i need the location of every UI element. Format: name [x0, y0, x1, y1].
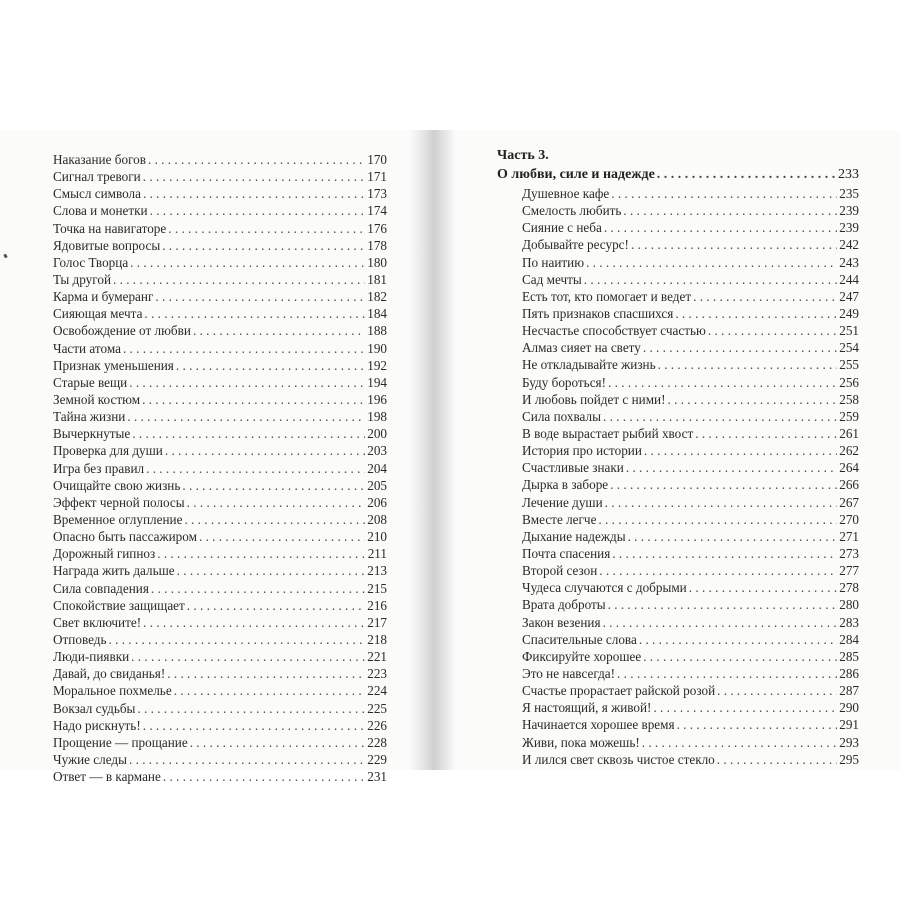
toc-entry [53, 665, 387, 682]
toc-entry [522, 236, 859, 253]
leader-dots [193, 322, 365, 339]
leader-dots [653, 699, 837, 716]
toc-entry-title: Тайна жизни [53, 409, 126, 425]
toc-entry [522, 734, 859, 751]
leader-dots [626, 459, 837, 476]
toc-entry-page: 208 [367, 511, 387, 527]
toc-entry [522, 425, 859, 442]
toc-entry [53, 442, 387, 459]
toc-entry-title: Вместе легче [522, 511, 597, 527]
leader-dots [143, 168, 365, 185]
leader-dots [127, 408, 365, 425]
toc-entry-title: Ты другой [53, 271, 112, 287]
toc-entry [53, 322, 387, 339]
toc-entry-title: Алмаз сияет на свету [522, 340, 641, 356]
toc-entry-page: 225 [367, 700, 387, 716]
toc-entry-title: Добывайте ресурс! [522, 237, 629, 253]
leader-dots [677, 716, 838, 733]
toc-entry-page: 242 [839, 237, 859, 253]
toc-entry-page: 261 [839, 425, 859, 441]
leader-dots [642, 734, 837, 751]
toc-entry [53, 528, 387, 545]
part-label: Часть 3. [497, 148, 549, 163]
toc-entry-page: 180 [367, 254, 387, 270]
toc-entry-title: История про истории [522, 443, 642, 459]
toc-entry-page: 229 [367, 751, 387, 767]
leader-dots [132, 425, 365, 442]
toc-entry [53, 357, 387, 374]
leader-dots [174, 682, 366, 699]
toc-entry [53, 562, 387, 579]
leader-dots [610, 476, 837, 493]
toc-entry-title: Буду бороться! [522, 374, 607, 390]
leader-dots [584, 271, 837, 288]
toc-entry-title: Врата доброты [522, 597, 606, 613]
toc-entry-page: 217 [367, 614, 387, 630]
toc-entry [522, 442, 859, 459]
toc-entry-page: 283 [839, 614, 859, 630]
toc-entry [53, 597, 387, 614]
toc-entry-page: 249 [839, 305, 859, 321]
leader-dots [129, 751, 365, 768]
toc-entry-page: 218 [367, 631, 387, 647]
toc-entry-title: Не откладывайте жизнь [522, 357, 656, 373]
leader-dots [644, 442, 837, 459]
leader-dots [163, 768, 365, 785]
toc-entry-page: 170 [367, 152, 387, 167]
toc-entry [522, 511, 859, 528]
leader-dots [151, 580, 365, 597]
toc-entry-page: 211 [367, 546, 387, 562]
toc-entry [53, 631, 387, 648]
leader-dots [717, 682, 837, 699]
toc-entry-page: 271 [839, 528, 859, 544]
toc-entry-title: Старые вещи [53, 374, 128, 390]
leader-dots [658, 356, 838, 373]
toc-entry [53, 700, 387, 717]
leader-dots [137, 700, 365, 717]
leader-dots [657, 165, 836, 184]
toc-entry [53, 254, 387, 271]
toc-entry-page: 277 [839, 563, 859, 579]
toc-entry-page: 221 [367, 649, 387, 665]
toc-entry-page: 293 [839, 734, 859, 750]
toc-entry-page: 267 [839, 494, 859, 510]
toc-entry-page: 284 [839, 631, 859, 647]
toc-entry-page: 226 [367, 717, 387, 733]
toc-entry-title: Есть тот, кто помогает и ведет [522, 288, 692, 304]
toc-entry-title: Чужие следы [53, 751, 127, 767]
leader-dots [130, 254, 365, 271]
toc-entry-page: 192 [367, 357, 387, 373]
left-page-toc [53, 151, 387, 785]
toc-entry [53, 271, 387, 288]
toc-entry-page: 243 [839, 254, 859, 270]
part-page-number: 233 [838, 167, 859, 182]
toc-entry [522, 665, 859, 682]
toc-entry [53, 237, 387, 254]
toc-entry-page: 223 [367, 666, 387, 682]
book-gutter [410, 130, 454, 770]
toc-entry-page: 266 [839, 477, 859, 493]
toc-entry [522, 682, 859, 699]
leader-dots [146, 460, 365, 477]
toc-entry [522, 596, 859, 613]
leader-dots [199, 528, 365, 545]
toc-entry [522, 288, 859, 305]
toc-entry [522, 614, 859, 631]
toc-entry-title: Сила похвалы [522, 408, 601, 424]
toc-entry [53, 374, 387, 391]
toc-entry-title: Точка на навигаторе [53, 220, 167, 236]
leader-dots [187, 494, 366, 511]
toc-entry-title: Игра без правил [53, 460, 145, 476]
toc-entry-title: Люди-пиявки [53, 649, 130, 665]
toc-entry-page: 247 [839, 288, 859, 304]
leader-dots [603, 614, 838, 631]
leader-dots [675, 305, 837, 322]
toc-entry-page: 173 [367, 186, 387, 202]
leader-dots [165, 442, 365, 459]
leader-dots [184, 511, 365, 528]
toc-entry-title: Несчастье способствует счастью [522, 323, 706, 339]
toc-entry [53, 614, 387, 631]
toc-entry-page: 204 [367, 460, 387, 476]
toc-entry-title: Живи, пока можешь! [522, 734, 640, 750]
leader-dots [176, 357, 365, 374]
toc-entry-title: Освобождение от любви [53, 323, 191, 339]
leader-dots [109, 631, 366, 648]
leader-dots [143, 185, 365, 202]
leader-dots [643, 648, 837, 665]
toc-entry-title: Давай, до свиданья! [53, 666, 166, 682]
leader-dots [611, 185, 837, 202]
leader-dots [604, 219, 837, 236]
toc-entry-page: 203 [367, 443, 387, 459]
toc-entry [522, 185, 859, 202]
leader-dots [187, 597, 365, 614]
toc-entry-page: 278 [839, 580, 859, 596]
toc-entry-page: 178 [367, 237, 387, 253]
toc-entry [522, 631, 859, 648]
toc-entry-page: 254 [839, 340, 859, 356]
toc-entry-page: 174 [367, 203, 387, 219]
toc-entry [53, 717, 387, 734]
leader-dots [129, 374, 365, 391]
toc-entry-page: 256 [839, 374, 859, 390]
toc-entry-page: 196 [367, 391, 387, 407]
toc-entry [522, 562, 859, 579]
toc-entry-title: В воде вырастает рыбий хвост [522, 425, 694, 441]
toc-entry [53, 408, 387, 425]
toc-entry-title: Опасно быть пассажиром [53, 529, 197, 545]
toc-entry-page: 216 [367, 597, 387, 613]
toc-entry [522, 408, 859, 425]
leader-dots [144, 305, 365, 322]
toc-entry [522, 751, 859, 768]
leader-dots [631, 236, 837, 253]
toc-entry-page: 258 [839, 391, 859, 407]
toc-entry [53, 340, 387, 357]
toc-entry [522, 305, 859, 322]
leader-dots [693, 288, 837, 305]
toc-entry-title: Ядовитые вопросы [53, 237, 161, 253]
toc-entry-page: 200 [367, 426, 387, 442]
toc-entry-page: 210 [367, 529, 387, 545]
toc-entry-page: 239 [839, 203, 859, 219]
toc-entry-title: Сияние с неба [522, 220, 602, 236]
toc-entry-page: 259 [839, 408, 859, 424]
toc-entry-page: 273 [839, 545, 859, 561]
toc-entry-page: 171 [367, 169, 387, 185]
toc-entry [522, 391, 859, 408]
toc-entry-title: Надо рискнуть! [53, 717, 141, 733]
toc-entry-page: 264 [839, 460, 859, 476]
leader-dots [605, 494, 838, 511]
toc-entry-title: Сила совпадения [53, 580, 149, 596]
toc-entry [53, 477, 387, 494]
toc-entry-page: 231 [367, 769, 387, 785]
part-title-entry [497, 165, 859, 184]
toc-entry-page: 198 [367, 409, 387, 425]
leader-dots [131, 648, 365, 665]
toc-entry [522, 494, 859, 511]
toc-entry-title: Начинается хорошее время [522, 717, 675, 733]
toc-entry-title: Прощение — прощание [53, 734, 188, 750]
leader-dots [142, 391, 365, 408]
toc-entry-title: Ответ — в кармане [53, 769, 161, 785]
toc-entry [53, 391, 387, 408]
toc-entry-title: Голос Творца [53, 254, 129, 270]
toc-entry [522, 374, 859, 391]
part-heading [497, 146, 859, 184]
toc-entry [53, 768, 387, 785]
leader-dots [599, 562, 837, 579]
toc-entry-title: Чудеса случаются с добрыми [522, 580, 687, 596]
toc-entry [522, 716, 859, 733]
toc-entry-title: По наитию [522, 254, 585, 270]
toc-entry [53, 511, 387, 528]
toc-entry [53, 648, 387, 665]
toc-entry-title: Очищайте свою жизнь [53, 477, 181, 493]
toc-entry [53, 288, 387, 305]
toc-entry-title: Карма и бумеранг [53, 289, 154, 305]
toc-entry [522, 322, 859, 339]
toc-entry-page: 206 [367, 494, 387, 510]
toc-entry-page: 235 [839, 186, 859, 201]
toc-entry-title: И лился свет сквозь чистое стекло [522, 751, 715, 767]
toc-entry [53, 305, 387, 322]
toc-entry-page: 280 [839, 597, 859, 613]
toc-entry-title: Слова и монетки [53, 203, 148, 219]
toc-entry [53, 460, 387, 477]
toc-entry [53, 580, 387, 597]
toc-entry-title: Дорожный гипноз [53, 546, 156, 562]
toc-entry-page: 182 [367, 289, 387, 305]
toc-entry-title: Сияющая мечта [53, 306, 143, 322]
toc-entry [522, 356, 859, 373]
leader-dots [689, 579, 837, 596]
toc-entry-page: 224 [367, 683, 387, 699]
leader-dots [668, 391, 838, 408]
toc-entry-page: 295 [839, 751, 859, 767]
toc-entry-title: Счастливые знаки [522, 460, 624, 476]
toc-entry-title: Почта спасения [522, 545, 611, 561]
leader-dots [143, 717, 366, 734]
toc-entry-page: 285 [839, 648, 859, 664]
toc-entry [522, 339, 859, 356]
leader-dots [168, 220, 365, 237]
leader-dots [708, 322, 837, 339]
toc-entry [53, 425, 387, 442]
toc-entry-title: Душевное кафе [522, 186, 610, 201]
toc-entry-title: Дыхание надежды [522, 528, 626, 544]
right-page-toc [522, 185, 859, 768]
toc-entry [53, 220, 387, 237]
leader-dots [608, 596, 838, 613]
leader-dots [157, 545, 365, 562]
toc-entry-title: Признак уменьшения [53, 357, 174, 373]
toc-entry-title: Счастье прорастает райской розой [522, 683, 716, 699]
leader-dots [162, 237, 365, 254]
toc-entry-page: 215 [367, 580, 387, 596]
toc-entry [522, 254, 859, 271]
toc-entry-page: 286 [839, 665, 859, 681]
toc-entry-title: Свет включите! [53, 614, 142, 630]
toc-entry [53, 751, 387, 768]
leader-dots [190, 734, 366, 751]
toc-entry-title: Смысл символа [53, 186, 141, 202]
toc-entry-title: Дырка в заборе [522, 477, 609, 493]
toc-entry [53, 151, 387, 168]
toc-entry-title: Эффект черной полосы [53, 494, 185, 510]
toc-entry [522, 271, 859, 288]
leader-dots [643, 339, 837, 356]
leader-dots [143, 614, 365, 631]
leader-dots [608, 374, 837, 391]
leader-dots [717, 751, 837, 768]
toc-entry-page: 255 [839, 357, 859, 373]
toc-entry-page: 188 [367, 323, 387, 339]
toc-entry-title: Сигнал тревоги [53, 169, 141, 185]
toc-entry-title: И любовь пойдет с ними! [522, 391, 666, 407]
toc-entry-page: 228 [367, 734, 387, 750]
leader-dots [148, 151, 365, 168]
toc-entry [522, 648, 859, 665]
toc-entry [522, 545, 859, 562]
toc-entry [522, 476, 859, 493]
toc-entry [522, 202, 859, 219]
leader-dots [603, 408, 837, 425]
leader-dots [639, 631, 837, 648]
toc-entry-title: Закон везения [522, 614, 601, 630]
toc-entry [53, 682, 387, 699]
leader-dots [695, 425, 837, 442]
leader-dots [586, 254, 837, 271]
leader-dots [182, 477, 365, 494]
toc-entry [53, 185, 387, 202]
toc-entry-title: Смелость любить [522, 203, 622, 219]
toc-entry-page: 239 [839, 220, 859, 236]
toc-entry [522, 219, 859, 236]
toc-entry-title: Лечение души [522, 494, 603, 510]
toc-entry-page: 262 [839, 443, 859, 459]
toc-entry-title: Награда жить дальше [53, 563, 175, 579]
toc-entry-page: 251 [839, 323, 859, 339]
leader-dots [612, 545, 837, 562]
toc-entry [53, 168, 387, 185]
toc-entry-page: 291 [839, 717, 859, 733]
toc-entry-title: Фиксируйте хорошее [522, 648, 642, 664]
leader-dots [113, 271, 365, 288]
toc-entry-title: Части атома [53, 340, 121, 356]
leader-dots [623, 202, 837, 219]
leader-dots [617, 665, 837, 682]
toc-entry-title: Проверка для души [53, 443, 163, 459]
toc-entry-page: 270 [839, 511, 859, 527]
toc-entry-title: Наказание богов [53, 152, 146, 167]
toc-entry-title: Я настоящий, я живой! [522, 700, 652, 716]
toc-entry [522, 579, 859, 596]
toc-entry-page: 287 [839, 683, 859, 699]
toc-entry-title: Спокойствие защищает [53, 597, 185, 613]
toc-entry-page: 184 [367, 306, 387, 322]
toc-entry-title: Сад мечты [522, 271, 582, 287]
toc-entry-page: 205 [367, 477, 387, 493]
toc-entry [522, 459, 859, 476]
toc-entry [53, 734, 387, 751]
toc-entry [53, 202, 387, 219]
toc-entry-page: 194 [367, 374, 387, 390]
toc-entry-title: Моральное похмелье [53, 683, 172, 699]
toc-entry-title: Вычеркнутые [53, 426, 131, 442]
leader-dots [150, 202, 366, 219]
toc-entry-page: 290 [839, 700, 859, 716]
part-title: О любви, силе и надежде [497, 167, 655, 182]
leader-dots [598, 511, 837, 528]
leader-dots [177, 562, 366, 579]
toc-entry-title: Отповедь [53, 631, 107, 647]
toc-entry-title: Земной костюм [53, 391, 141, 407]
toc-entry-title: Спасительные слова [522, 631, 637, 647]
toc-entry-page: 176 [367, 220, 387, 236]
leader-dots [123, 340, 365, 357]
toc-entry-page: 244 [839, 271, 859, 287]
toc-entry [53, 494, 387, 511]
toc-entry [522, 699, 859, 716]
toc-entry-page: 190 [367, 340, 387, 356]
toc-entry-title: Это не навсегда! [522, 665, 616, 681]
leader-dots [167, 665, 365, 682]
toc-entry [53, 545, 387, 562]
leader-dots [155, 288, 365, 305]
toc-entry-title: Пять признаков спасшихся [522, 305, 674, 321]
toc-entry-title: Вокзал судьбы [53, 700, 136, 716]
toc-entry-title: Второй сезон [522, 563, 598, 579]
toc-entry-page: 181 [367, 271, 387, 287]
toc-entry-page: 213 [367, 563, 387, 579]
toc-entry [522, 528, 859, 545]
leader-dots [628, 528, 838, 545]
toc-entry-title: Временное оглупление [53, 511, 183, 527]
